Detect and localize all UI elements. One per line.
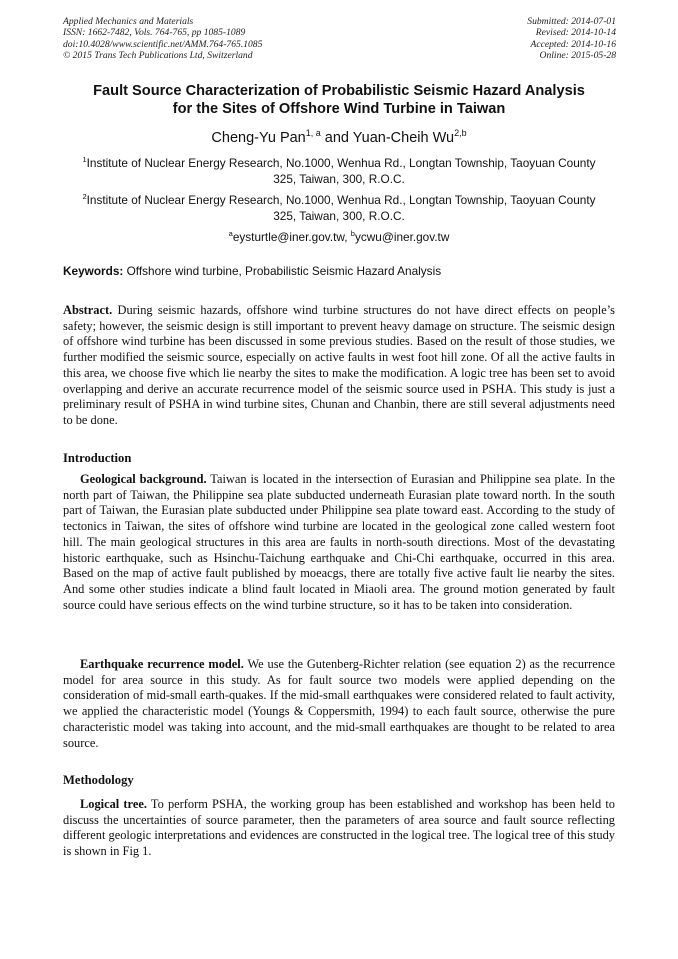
journal-copyright: © 2015 Trans Tech Publications Ltd, Switzerland (63, 50, 253, 62)
journal-name: Applied Mechanics and Materials (63, 16, 194, 27)
affiliation-1-mark: 1 (82, 155, 87, 164)
methodology-heading: Methodology (63, 773, 134, 787)
recurrence-model-paragraph (63, 657, 615, 751)
author-connector: and (320, 130, 353, 146)
email-b-mark: b (350, 229, 355, 238)
accepted-date: Accepted: 2014-10-16 (530, 38, 616, 50)
keywords (63, 264, 615, 279)
abstract-text: During seismic hazards, offshore wind turbine structures do not have direct effects on people’s safety; however, the seismic design is still important to prevent heavy damage on structure. The seismic design of offshore wind turbine has been discussed in some previous studies. Based on the result of those studies, we further modified the seismic source, especially on active faults in west foot hill zone. Of all the active faults in this area, we choose five which lie nearby the sites to make the modification. A logic tree has been set to avoid overlapping and derive an accurate recurrence model of the seismic source used in PSHA. This study is just a preliminary result of PSHA in wind turbine sites, Chunan and Chanbin, there are still several adjustments need to be done. (63, 303, 615, 427)
affiliation-1 (63, 156, 615, 187)
author-1-affiliation-mark: 1, a (305, 128, 321, 138)
recurrence-model-label: Earthquake recurrence model. (80, 657, 244, 671)
submission-dates (527, 16, 616, 62)
online-date: Online: 2015-05-28 (539, 50, 616, 62)
author-2: Yuan-Cheih Wu (352, 130, 455, 146)
affiliation-1-line-1: Institute of Nuclear Energy Research, No.1000, Wenhua Rd., Longtan Township, Taoyuan County (86, 156, 596, 170)
geological-background-paragraph (63, 472, 615, 613)
affiliation-2-line-2: 325, Taiwan, 300, R.O.C. (273, 208, 405, 223)
journal-issn: ISSN: 1662-7482, Vols. 764-765, pp 1085-1089 (63, 27, 246, 39)
keywords-label: Keywords: (63, 264, 124, 278)
author-1: Cheng-Yu Pan (211, 130, 306, 146)
logical-tree-paragraph (63, 797, 615, 860)
introduction-heading: Introduction (63, 451, 132, 465)
affiliation-2-line-1: Institute of Nuclear Energy Research, No.1000, Wenhua Rd., Longtan Township, Taoyuan County (86, 193, 596, 207)
submitted-date: Submitted: 2014-07-01 (527, 16, 616, 27)
title-line-1: Fault Source Characterization of Probabilistic Seismic Hazard Analysis (93, 83, 585, 99)
revised-date: Revised: 2014-10-14 (535, 27, 616, 39)
email-b: ycwu@iner.gov.tw (354, 230, 450, 244)
journal-header (63, 16, 262, 62)
logical-tree-label: Logical tree. (80, 797, 147, 811)
keywords-text: Offshore wind turbine, Probabilistic Seismic Hazard Analysis (123, 264, 442, 278)
geological-background-text: Taiwan is located in the intersection of Eurasian and Philippine sea plate. In the north part of Taiwan, the Philippine sea plate subducted underneath Eurasian plate toward north. In the south part of Taiwan, the Eurasian plate subducted under Philippine sea plate toward east. According to the study of tectonics in Taiwan, the sites of offshore wind turbine are located in the geological zone called western foot hill. The main geological structures in this area are faults in north-south directions. Most of the devastating historic earthquake, such as Hsinchu-Taichung earthquake and Chi-Chi earthquake, occurred in this area. Based on the map of active fault published by moeacgs, there are totally five active fault lie nearby the sites. And some other studies indicate a blind fault located in Miaoli area. The ground motion generated by fault source could have serious effects on the wind turbine structure, so it has to be taken into consideration. (63, 472, 615, 612)
logical-tree-text: To perform PSHA, the working group has been established and workshop has been held to discuss the uncertainties of source parameter, then the parameters of area source and fault source reflecting different geologic interpretations and evidences are constructed in the logical tree. The logical tree of this study is shown in Fig 1. (63, 797, 615, 859)
author-2-affiliation-mark: 2,b (454, 128, 467, 138)
recurrence-model-text: We use the Gutenberg-Richter relation (see equation 2) as the recurrence model for area source in this study. As for fault source two models were applied depending on the consideration of mid-small earth-quakes. If the mid-small earthquakes were considered related to fault activity, we applied the characteristic model (Youngs & Coppersmith, 1994) to each fault source, otherwise the pure characteristic model was taking into account, and the mid-small earthquakes are thought to be related to area source. (63, 657, 615, 750)
author-list (0, 129, 678, 147)
affiliation-1-line-2: 325, Taiwan, 300, R.O.C. (273, 171, 405, 186)
abstract-label: Abstract. (63, 303, 113, 317)
affiliation-2-mark: 2 (82, 192, 87, 201)
abstract (63, 303, 615, 429)
author-emails (63, 230, 615, 246)
journal-doi: doi:10.4028/www.scientific.net/AMM.764-765.1085 (63, 38, 263, 50)
title-line-2: for the Sites of Offshore Wind Turbine in Taiwan (172, 101, 506, 117)
geological-background-label: Geological background. (80, 472, 207, 486)
email-a-mark: a (228, 229, 233, 238)
paper-title (50, 82, 628, 118)
affiliation-2 (63, 193, 615, 224)
email-a: eysturtle@iner.gov.tw, (232, 230, 351, 244)
